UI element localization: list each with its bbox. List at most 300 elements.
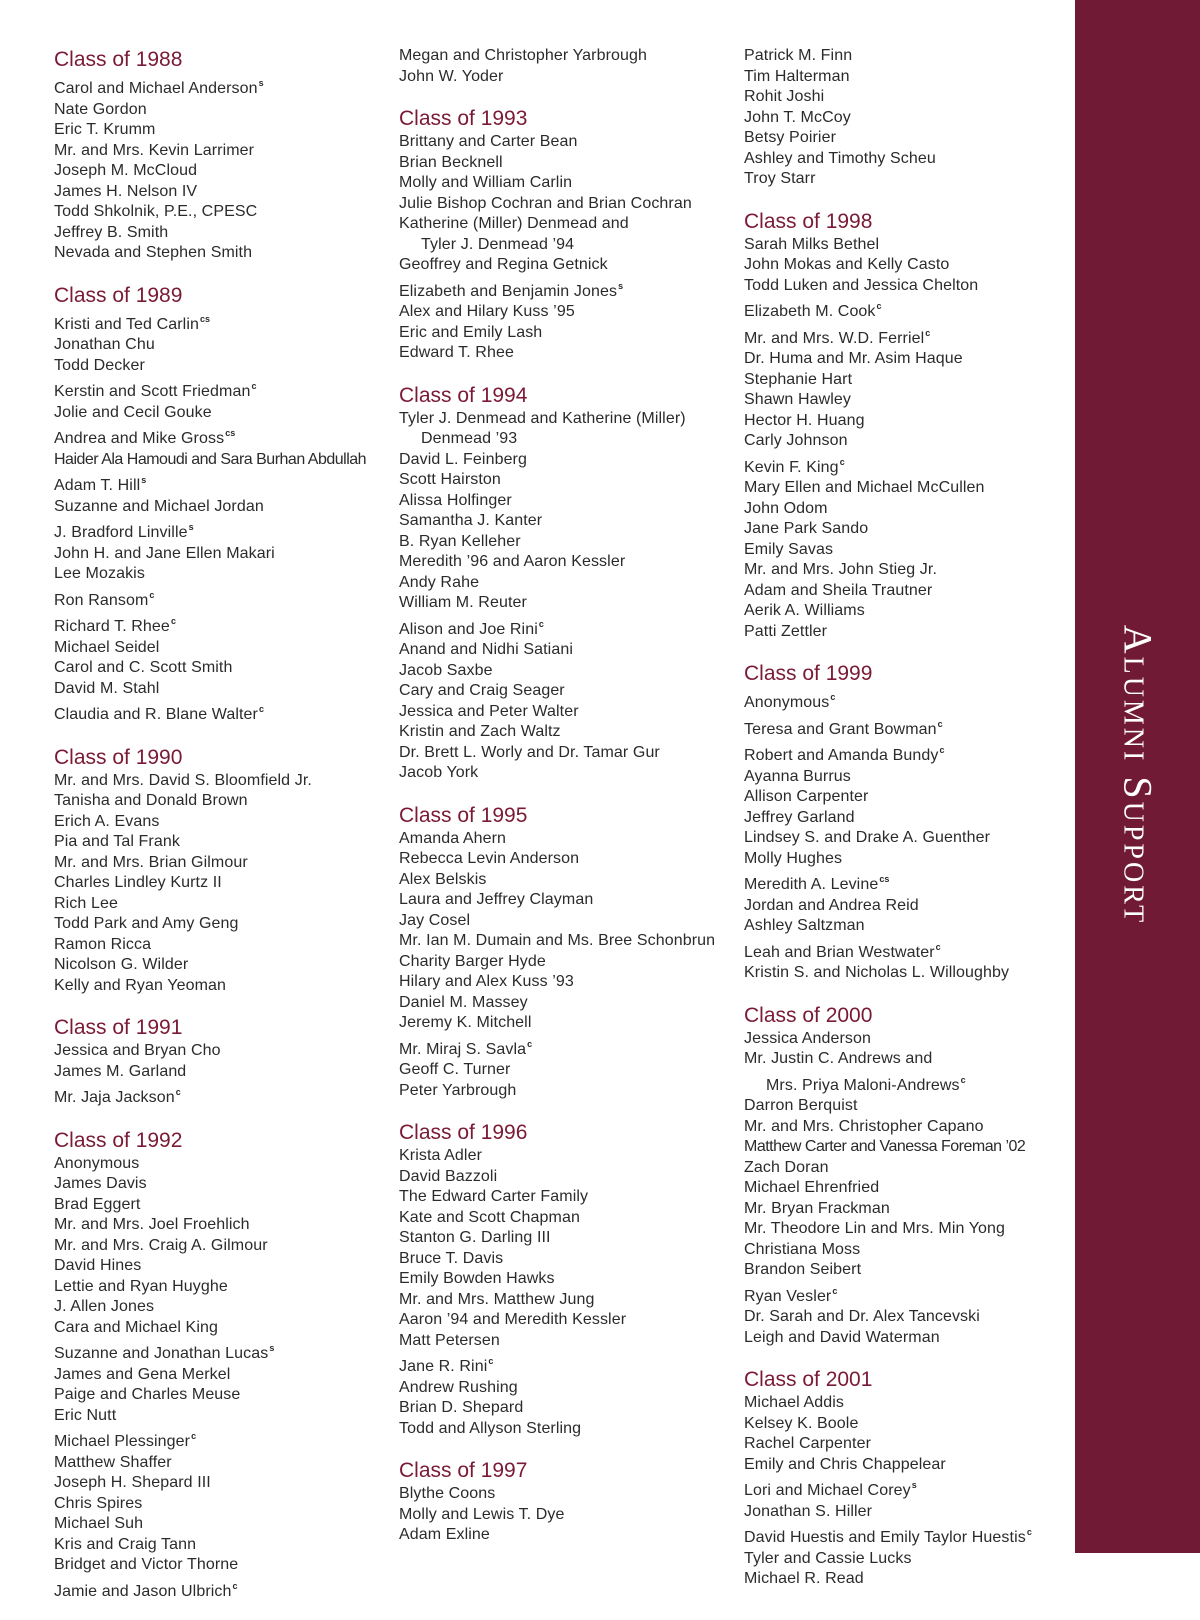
donor-name — [399, 302, 734, 323]
donor-name — [744, 149, 1064, 170]
donor-name — [744, 1549, 1064, 1570]
donor-name — [744, 916, 1064, 937]
donor-mark: cs — [225, 428, 236, 438]
donor-name-text: Todd Decker — [54, 356, 145, 374]
donor-name-text: Kris and Craig Tann — [54, 1535, 197, 1553]
donor-name-text: Charles Lindley Kurtz II — [54, 874, 222, 891]
donor-name-text: Brittany and Carter Bean — [399, 133, 578, 150]
donor-name — [744, 581, 1064, 602]
donor-name-text: Cary and Craig Seager — [399, 682, 565, 699]
class-heading: Class of 1995 — [399, 803, 528, 827]
donor-name — [744, 787, 1064, 808]
donor-mark: cs — [199, 313, 210, 324]
donor-name — [399, 511, 734, 532]
donor-name-text: Brian Becknell — [399, 153, 503, 171]
donor-name — [399, 849, 734, 870]
donor-name-text: Geoffrey and Regina Getnick — [399, 256, 608, 273]
donor-name — [54, 1256, 389, 1277]
donor-name — [54, 1215, 389, 1236]
donor-name — [399, 552, 734, 573]
donor-name — [744, 1455, 1064, 1476]
class-heading: Class of 2001 — [744, 1368, 873, 1391]
donor-name-text: Michael R. Read — [744, 1570, 864, 1587]
donor-name — [54, 335, 389, 356]
donor-name — [54, 1555, 389, 1576]
donor-name-text: Matt Petersen — [399, 1331, 500, 1349]
donor-mark: c — [232, 1580, 238, 1591]
donor-name — [744, 740, 1064, 767]
donor-name — [744, 255, 1064, 276]
donor-name-text: Eric and Emily Lash — [399, 323, 543, 341]
class-section — [54, 744, 389, 997]
donor-name-text: Julie Bishop Cochran and Brian Cochran — [399, 194, 692, 212]
class-section — [744, 1002, 1064, 1349]
class-heading: Class of 1992 — [54, 1128, 183, 1152]
donor-name — [54, 1385, 389, 1406]
donor-name — [54, 873, 389, 894]
donor-name — [54, 1453, 389, 1474]
donor-name-text: Meredith A. Levine — [744, 876, 879, 893]
donor-name-text: The Edward Carter Family — [399, 1188, 589, 1205]
donor-name-text: Michael Seidel — [54, 638, 160, 656]
donor-name-text: Mr. and Mrs. Brian Gilmour — [54, 853, 248, 871]
donor-name-text: Mary Ellen and Michael McCullen — [744, 479, 985, 496]
donor-name-text: Hilary and Alex Kuss ’93 — [399, 973, 574, 990]
donor-name — [54, 1406, 389, 1427]
donor-name-text: Allison Carpenter — [744, 788, 869, 805]
donor-name-text: Brian D. Shepard — [399, 1399, 524, 1416]
donor-name — [744, 963, 1064, 984]
donor-name — [744, 560, 1064, 581]
donor-name — [744, 1219, 1064, 1240]
donor-name — [399, 743, 734, 764]
class-section-continued — [399, 46, 734, 87]
donor-name-text: Peter Yarbrough — [399, 1081, 517, 1099]
donor-name — [744, 869, 1064, 896]
donor-name — [399, 1167, 734, 1188]
donor-name-text: Denmead ’93 — [421, 430, 518, 447]
donor-name-text: Jeffrey Garland — [744, 808, 855, 826]
donor-mark: c — [935, 941, 941, 952]
donor-name — [399, 132, 734, 153]
class-section — [399, 1457, 734, 1546]
donor-name-text: Ayanna Burrus — [744, 767, 851, 785]
donor-name — [399, 1060, 734, 1081]
donor-name — [54, 1338, 389, 1365]
donor-name — [744, 108, 1064, 129]
donor-name-text: Cara and Michael King — [54, 1318, 218, 1336]
donor-name — [399, 255, 734, 276]
donor-name — [54, 544, 389, 565]
donor-name — [744, 1158, 1064, 1179]
donor-name — [744, 411, 1064, 432]
donor-name-text: Kevin F. King — [744, 458, 839, 476]
donor-name-text: Tyler J. Denmead ’94 — [421, 235, 575, 253]
donor-name-text: Carol and Michael Anderson — [54, 80, 258, 97]
donor-name — [399, 952, 734, 973]
donor-name — [54, 120, 389, 141]
donor-name-text: Mr. and Mrs. Christopher Capano — [744, 1117, 984, 1135]
donor-name — [744, 519, 1064, 540]
donor-name-text: Adam and Sheila Trautner — [744, 581, 933, 599]
donor-name — [399, 722, 734, 743]
donor-name-text: Darron Berquist — [744, 1097, 858, 1114]
donor-name-text: Robert and Amanda Bundy — [744, 747, 939, 764]
donor-name — [54, 376, 389, 403]
donor-name — [54, 1154, 389, 1175]
donor-name-text: Stanton G. Darling III — [399, 1229, 551, 1246]
donor-name — [744, 1328, 1064, 1349]
donor-name — [744, 1569, 1064, 1590]
donor-name — [744, 390, 1064, 411]
donor-name — [54, 100, 389, 121]
donor-name — [54, 1041, 389, 1062]
class-section — [54, 46, 389, 264]
donor-name — [54, 1277, 389, 1298]
donor-name — [54, 955, 389, 976]
donor-mark: s — [141, 475, 147, 485]
donor-name — [399, 173, 734, 194]
donor-mark: c — [191, 1431, 197, 1441]
donor-name — [399, 1249, 734, 1270]
donor-name-text: Adam T. Hill — [54, 477, 141, 494]
donor-name — [399, 1146, 734, 1167]
donor-name — [54, 202, 389, 223]
class-heading: Class of 1996 — [399, 1121, 528, 1144]
donor-name-text: Krista Adler — [399, 1147, 483, 1164]
donor-name-text: Todd Shkolnik, P.E., CPESC — [54, 203, 258, 220]
donor-name — [54, 1082, 389, 1109]
donor-name — [399, 972, 734, 993]
donor-name — [744, 1117, 1064, 1138]
donor-name — [744, 276, 1064, 297]
donor-name-text: Jessica and Peter Walter — [399, 702, 579, 720]
donor-name — [744, 431, 1064, 452]
class-section-continued — [744, 46, 1064, 190]
donor-name — [54, 679, 389, 700]
donor-name-text: Todd Luken and Jessica Chelton — [744, 276, 979, 294]
donor-name-text: James M. Garland — [54, 1062, 187, 1080]
donor-name — [54, 935, 389, 956]
class-heading: Class of 1998 — [744, 209, 873, 233]
donor-name — [399, 702, 734, 723]
donor-name-text: John Odom — [744, 499, 828, 517]
donor-name — [744, 849, 1064, 870]
donor-name-text: Jeremy K. Mitchell — [399, 1014, 532, 1031]
donor-name-text: Kelly and Ryan Yeoman — [54, 976, 226, 994]
donor-name — [54, 1426, 389, 1453]
donor-name-text: Samantha J. Kanter — [399, 512, 543, 529]
donor-name-text: Matthew Shaffer — [54, 1453, 172, 1471]
donor-name-text: Joseph M. McCloud — [54, 162, 198, 179]
donor-mark: s — [911, 1480, 917, 1490]
donor-mark: c — [925, 327, 931, 338]
donor-name — [744, 1029, 1064, 1050]
class-section — [744, 660, 1064, 984]
donor-name — [744, 349, 1064, 370]
donor-name — [399, 890, 734, 911]
donor-mark: c — [149, 589, 155, 600]
donor-mark: c — [527, 1038, 533, 1049]
donor-name — [744, 1178, 1064, 1199]
donor-name-text: Brad Eggert — [54, 1195, 141, 1213]
donor-name-text: Molly and Lewis T. Dye — [399, 1505, 565, 1523]
donor-name-text: Alex Belskis — [399, 870, 487, 888]
donor-name — [744, 1414, 1064, 1435]
donor-name-text: Amanda Ahern — [399, 829, 507, 847]
donor-name-text: Tyler and Cassie Lucks — [744, 1549, 912, 1567]
donor-name — [744, 67, 1064, 88]
donor-mark: c — [251, 381, 257, 391]
donor-name — [54, 243, 389, 264]
donor-name — [54, 658, 389, 679]
donor-mark: c — [960, 1074, 966, 1085]
donor-name-text: Blythe Coons — [399, 1485, 496, 1502]
donor-name — [54, 450, 389, 471]
donor-mark: c — [170, 616, 176, 626]
donor-name — [744, 828, 1064, 849]
donor-mark: c — [876, 301, 882, 311]
donor-name — [54, 1236, 389, 1257]
donor-name — [54, 832, 389, 853]
donor-name-text: Rachel Carpenter — [744, 1435, 871, 1452]
class-section — [54, 1127, 389, 1603]
donor-name — [744, 1199, 1064, 1220]
donor-name-text: Zach Doran — [744, 1158, 829, 1176]
donor-name-text: Mr. Jaja Jackson — [54, 1089, 175, 1106]
donor-name-text: Brandon Seibert — [744, 1261, 862, 1278]
donor-name-text: Elizabeth and Benjamin Jones — [399, 282, 618, 300]
donor-name-text: Mr. Ian M. Dumain and Ms. Bree Schonbrun — [399, 932, 716, 949]
donor-name — [399, 573, 734, 594]
donor-name-text: Claudia and R. Blane Walter — [54, 706, 258, 723]
donor-name-text: Kristin and Zach Waltz — [399, 723, 561, 740]
donor-name — [744, 169, 1064, 190]
donor-name-text: Aaron ’94 and Meredith Kessler — [399, 1311, 627, 1328]
class-heading: Class of 1994 — [399, 383, 528, 407]
donor-name-text: Scott Hairston — [399, 471, 501, 488]
class-heading: Class of 2000 — [744, 1003, 873, 1027]
donor-name — [744, 1522, 1064, 1549]
donor-name-text: Jessica and Bryan Cho — [54, 1042, 221, 1059]
donor-name — [54, 914, 389, 935]
donor-name — [54, 1318, 389, 1339]
donor-name-text: Molly Hughes — [744, 849, 843, 867]
donor-column-3 — [744, 46, 1064, 1608]
donor-mark: c — [939, 745, 945, 755]
donor-name-text: Paige and Charles Meuse — [54, 1386, 241, 1403]
donor-name-text: Nevada and Stephen Smith — [54, 244, 253, 261]
class-section — [744, 208, 1064, 643]
donor-name — [399, 1290, 734, 1311]
class-section — [54, 1014, 389, 1109]
donor-name-text: Mr. and Mrs. Joel Froehlich — [54, 1216, 250, 1233]
donor-name-text: Carly Johnson — [744, 432, 848, 449]
donor-name — [399, 614, 734, 641]
donor-mark: cs — [879, 874, 890, 884]
donor-name-text: Jonathan S. Hiller — [744, 1502, 873, 1520]
donor-mark: c — [259, 704, 265, 714]
donor-name-text: Bruce T. Davis — [399, 1249, 504, 1267]
donor-name — [54, 611, 389, 638]
donor-name-text: Andy Rahe — [399, 573, 480, 591]
donor-mark: c — [538, 618, 544, 629]
donor-column-2 — [399, 46, 734, 1564]
donor-name — [54, 141, 389, 162]
donor-name — [399, 1505, 734, 1526]
donor-name — [399, 1378, 734, 1399]
donor-name-text: Aerik A. Williams — [744, 602, 865, 619]
donor-name-text: Richard T. Rhee — [54, 618, 170, 635]
donor-name — [744, 478, 1064, 499]
donor-name-text: Todd and Allyson Sterling — [399, 1419, 582, 1437]
donor-name — [54, 771, 389, 792]
class-heading: Class of 1991 — [54, 1016, 183, 1039]
donor-name-text: Molly and William Carlin — [399, 174, 573, 191]
donor-name-text: Jeffrey B. Smith — [54, 223, 169, 241]
class-section — [399, 105, 734, 364]
donor-name-text: James H. Nelson IV — [54, 182, 198, 200]
donor-name-text: Leah and Brian Westwater — [744, 943, 935, 961]
donor-name-text: Anand and Nidhi Satiani — [399, 641, 573, 658]
donor-name — [399, 429, 734, 450]
donor-name — [54, 182, 389, 203]
donor-name — [744, 323, 1064, 350]
donor-name — [744, 1434, 1064, 1455]
donor-name — [399, 1331, 734, 1352]
donor-name-text: Mr. and Mrs. Matthew Jung — [399, 1290, 595, 1308]
class-section — [54, 282, 389, 726]
donor-name — [744, 235, 1064, 256]
donor-name — [744, 1393, 1064, 1414]
donor-mark: s — [188, 522, 194, 532]
donor-name-text: Mr. and Mrs. Craig A. Gilmour — [54, 1236, 268, 1254]
donor-name-text: Mr. Justin C. Andrews and — [744, 1050, 933, 1067]
donor-name-text: Anonymous — [744, 694, 830, 711]
donor-mark: c — [832, 1285, 838, 1296]
donor-name-text: Dr. Brett L. Worly and Dr. Tamar Gur — [399, 743, 660, 761]
donor-name — [399, 1484, 734, 1505]
donor-name — [744, 540, 1064, 561]
donor-name — [744, 937, 1064, 964]
donor-name — [744, 687, 1064, 714]
donor-name — [54, 470, 389, 497]
donor-name-text: Sarah Milks Bethel — [744, 235, 880, 253]
donor-name-text: Hector H. Huang — [744, 411, 865, 429]
donor-name — [744, 896, 1064, 917]
donor-name-text: Alison and Joe Rini — [399, 620, 538, 638]
donor-name-text: David Huestis and Emily Taylor Huestis — [744, 1529, 1026, 1546]
donor-name-text: Tim Halterman — [744, 67, 850, 85]
class-heading: Class of 1999 — [744, 662, 873, 685]
donor-name-text: Dr. Huma and Mr. Asim Haque — [744, 350, 963, 367]
donor-name — [744, 1502, 1064, 1523]
donor-name — [54, 791, 389, 812]
donor-name — [399, 661, 734, 682]
donor-name — [744, 1281, 1064, 1308]
donor-name — [54, 699, 389, 726]
donor-name — [744, 46, 1064, 67]
donor-name — [399, 343, 734, 364]
donor-name — [54, 1297, 389, 1318]
donor-name-text: J. Bradford Linville — [54, 524, 188, 541]
donor-name-text: Haider Ala Hamoudi and Sara Burhan Abdullah — [54, 450, 367, 468]
donor-name — [399, 640, 734, 661]
donor-name — [54, 894, 389, 915]
donor-name — [744, 601, 1064, 622]
donor-name-text: Emily and Chris Chappelear — [744, 1455, 946, 1473]
donor-name-text: Andrea and Mike Gross — [54, 430, 225, 447]
donor-name — [54, 1494, 389, 1515]
donor-name-text: Jacob York — [399, 764, 479, 781]
donor-name-text: Geoff C. Turner — [399, 1061, 511, 1078]
donor-name — [399, 1013, 734, 1034]
donor-name-text: Jamie and Jason Ulbrich — [54, 1582, 232, 1600]
donor-name — [399, 323, 734, 344]
donor-name-text: David L. Feinberg — [399, 450, 527, 468]
donor-name-text: John W. Yoder — [399, 67, 504, 85]
donor-name-text: Kate and Scott Chapman — [399, 1208, 580, 1226]
donor-name — [744, 128, 1064, 149]
donor-name-text: Ron Ransom — [54, 591, 149, 609]
donor-name-text: Nicolson G. Wilder — [54, 956, 189, 973]
donor-name-text: Erich A. Evans — [54, 812, 160, 830]
donor-name-text: Alissa Holfinger — [399, 491, 512, 509]
donor-name — [399, 1419, 734, 1440]
donor-name-text: Kristi and Ted Carlin — [54, 315, 199, 333]
sidebar-band — [1075, 0, 1200, 1553]
donor-mark: c — [175, 1087, 181, 1097]
donor-name-text: Matthew Carter and Vanessa Foreman ’02 — [744, 1138, 1026, 1155]
donor-name — [744, 1240, 1064, 1261]
donor-name — [744, 1137, 1064, 1158]
donor-mark: c — [1026, 1527, 1032, 1537]
donor-name-text: Kerstin and Scott Friedman — [54, 383, 251, 400]
donor-name — [399, 931, 734, 952]
section-title: Alumni Support — [1115, 624, 1160, 926]
donor-name — [399, 1081, 734, 1102]
donor-name-text: Shawn Hawley — [744, 391, 852, 408]
donor-name-text: David M. Stahl — [54, 679, 160, 697]
donor-name-text: Kelsey K. Boole — [744, 1414, 859, 1432]
donor-name-text: James Davis — [54, 1175, 147, 1192]
donor-name — [399, 1187, 734, 1208]
donor-name — [399, 194, 734, 215]
class-section — [744, 1366, 1064, 1590]
donor-mark: s — [618, 280, 624, 291]
donor-name-text: Jordan and Andrea Reid — [744, 896, 919, 914]
donor-name — [54, 1576, 389, 1603]
donor-name-text: Jane Park Sando — [744, 520, 869, 537]
donor-name-text: Emily Bowden Hawks — [399, 1270, 555, 1287]
donor-name — [399, 993, 734, 1014]
donor-name — [54, 564, 389, 585]
donor-name — [399, 1351, 734, 1378]
donor-name-text: Leigh and David Waterman — [744, 1328, 940, 1346]
donor-name — [54, 1514, 389, 1535]
donor-name-text: Jonathan Chu — [54, 336, 155, 353]
donor-name-text: Dr. Sarah and Dr. Alex Tancevski — [744, 1308, 980, 1325]
donor-name — [744, 1049, 1064, 1070]
donor-mark: c — [937, 718, 943, 729]
donor-name-text: Ryan Vesler — [744, 1287, 832, 1305]
donor-name-text: John H. and Jane Ellen Makari — [54, 544, 275, 562]
donor-column-1 — [54, 46, 389, 1620]
donor-name-text: Laura and Jeffrey Clayman — [399, 891, 594, 908]
donor-name — [54, 1365, 389, 1386]
donor-name-text: Kristin S. and Nicholas L. Willoughby — [744, 964, 1010, 981]
donor-name-text: Jane R. Rini — [399, 1358, 488, 1375]
